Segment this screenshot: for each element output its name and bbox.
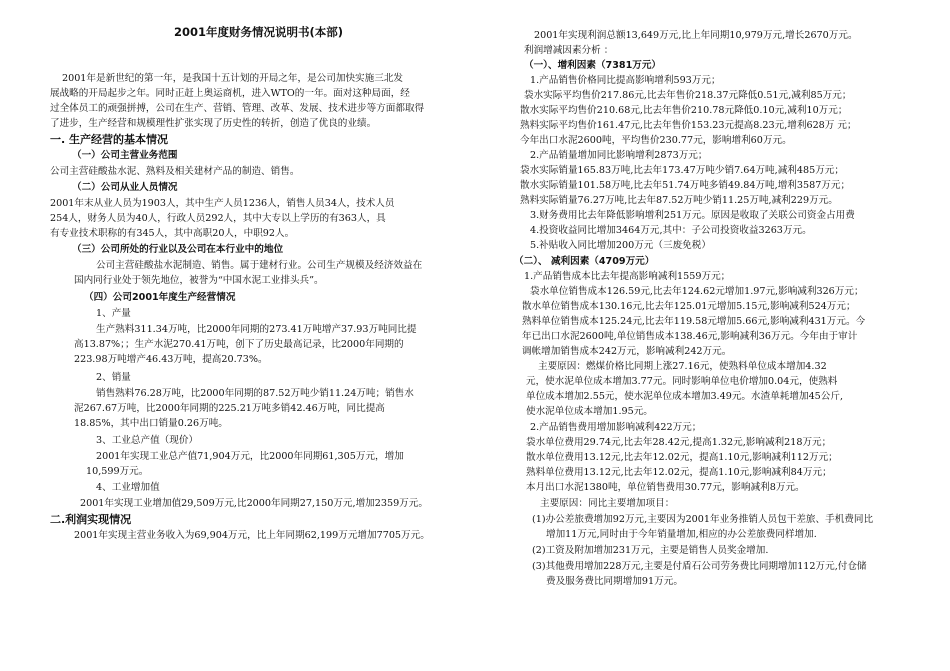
text-line: 今年出口水泥2600吨，平均售价230.77元，影响增利60万元。	[520, 135, 792, 146]
text-line: 4.投资收益同比增加3464万元,其中：子公司投资收益3263万元。	[530, 225, 812, 236]
intro-line: 2001年是新世纪的第一年，是我国十五计划的开局之年，是公司加快实施三北发	[62, 73, 404, 84]
text-line: 散水实际销量101.58万吨,比去年51.74万吨多销49.84万吨,增利3587万元；	[520, 180, 851, 191]
analysis-heading: 利润增减因素分析 ：	[524, 45, 614, 56]
text-line: 年已出口水泥2600吨,单位销售成本138.46元,影响减利36万元。今年由于审计	[522, 331, 858, 342]
text-line: 元，使水泥单位成本增加3.77元。同时影响单位电价增加0.04元，使熟料	[526, 376, 838, 387]
text-line: 5.补贴收入同比增加200万元（三废免税）	[530, 240, 711, 251]
text-line: 袋水单位费用29.74元,比去年28.42元,提高1.32元,影响减利218万元；	[526, 437, 832, 448]
section-2-heading: 二.利润实现情况	[50, 513, 132, 526]
text-line: 使水泥单位成本增加1.95元。	[526, 406, 653, 417]
profit-total-line: 2001年实现利润总额13,649万元,比上年同期10,979万元,增长2670万元。	[534, 30, 858, 41]
text-line: 1.产品销售成本比去年提高影响减利1559万元；	[524, 271, 731, 282]
text-line: 袋水实际销量165.83万吨,比去年173.47万吨少销7.64万吨,减利485万元；	[520, 165, 844, 176]
item-text: 223.98万吨增产46.43万吨，提高20.73%。	[74, 354, 268, 365]
text-line: (3)其他费用增加228万元,主要是付盾石公司劳务费比同期增加112万元,付仓储	[532, 561, 867, 572]
document-title: 2001年度财务情况说明书(本部)	[174, 25, 344, 39]
subsection-1-1-heading: （一）公司主营业务范围	[72, 150, 178, 161]
text-line: 调帐增加销售成本242万元，影响减利242万元。	[522, 346, 732, 357]
subsection-1-2-heading: （二）公司从业人员情况	[72, 182, 178, 193]
subsection-1-1-text: 公司主营硅酸盐水泥、熟料及相关建材产品的制造、销售。	[50, 166, 300, 177]
text-line: 2.产品销量增加同比影响增利2873万元；	[530, 150, 708, 161]
item-text: 2001年实现工业增加值29,509万元,比2000年同期27,150万元,增加2359万元。	[80, 498, 428, 509]
text-line: 熟料单位销售成本125.24元,比去年119.58元增加5.66元,影响减利431万元。今	[522, 316, 866, 327]
increase-factors-heading: （一）、增利因素（7381万元）	[524, 60, 662, 71]
text-line: 熟料单位费用13.12元,比去年12.02元，提高1.10元,影响减利84万元；	[526, 467, 832, 478]
subsection-1-2-text: 有专业技术职称的有345人，其中高职20人，中职92人。	[50, 228, 295, 239]
text-line: 散水单位费用13.12元,比去年12.02元，提高1.10元,影响减利112万元；	[526, 452, 838, 463]
item-heading: 2、销量	[96, 372, 131, 383]
item-text: 生产熟料311.34万吨，比2000年同期的273.41万吨增产37.93万吨同比提	[96, 324, 417, 335]
text-line: 熟料实际销量76.27万吨,比去年87.52万吨少销11.25万吨,减利229万元。	[520, 195, 838, 206]
text-line: 主要原因：同比主要增加项目：	[540, 498, 675, 509]
item-text: 销售熟料76.28万吨，比2000年同期的87.52万吨少销11.24万吨；销售水	[96, 388, 414, 399]
text-line: 袋水实际平均售价217.86元,比去年售价218.37元降低0.51元,减利85万元；	[524, 90, 852, 101]
text-line: 1.产品销售价格同比提高影响增利593万元；	[530, 75, 721, 86]
text-line: 3.财务费用比去年降低影响增利251万元。原因是收取了关联公司资金占用费	[530, 210, 855, 221]
text-line: 本月出口水泥1380吨，单位销售费用30.77元，影响减利8万元。	[526, 482, 805, 493]
subsection-1-3-text: 公司主营硅酸盐水泥制造、销售。属于建材行业。公司生产规模及经济效益在	[96, 260, 423, 271]
text-line: (2)工资及附加增加231万元，主要是销售人员奖金增加.	[532, 545, 769, 556]
item-text: 18.85%，其中出口销量0.26万吨。	[74, 418, 228, 429]
item-heading: 3、工业总产值（现价）	[96, 435, 199, 446]
text-line: 袋水单位销售成本126.59元,比去年124.62元增加1.97元,影响减利326万元；	[530, 286, 864, 297]
text-line: 费及服务费比同期增加91万元。	[546, 576, 683, 587]
intro-line: 了进步，生产经营和规模理性扩张实现了历史性的转折，创造了优良的业绩。	[50, 118, 377, 129]
text-line: 熟料实际平均售价161.47元,比去年售价153.23元提高8.23元,增利628万 元；	[520, 120, 857, 131]
subsection-1-3-text: 国内同行业处于领先地位，被誉为“中国水泥工业排头兵”。	[74, 275, 324, 286]
text-line: 散水实际平均售价210.68元,比去年售价210.78元降低0.10元,减利10万元；	[520, 105, 848, 116]
intro-line: 过全体员工的顽强拼搏，公司在生产、营销、管理、改革、发展、技术进步等方面都取得	[50, 103, 425, 114]
text-line: 增加11万元,同时由于今年销量增加,相应的办公差旅费同样增加.	[546, 529, 817, 540]
text-line: (1)办公差旅费增加92万元,主要因为2001年业务推销人员包干差旅、手机费同比	[532, 514, 874, 525]
item-text: 2001年实现工业总产值71,904万元，比2000年同期61,305万元，增加	[96, 451, 404, 462]
item-text: 泥267.67万吨，比2000年同期的225.21万吨多销42.46万吨，同比提高	[74, 403, 385, 414]
item-heading: 1、产量	[96, 308, 131, 319]
decrease-factors-heading: （二）、 减利因素（4709万元）	[514, 256, 655, 267]
text-line: 主要原因：燃煤价格比同期上涨27.16元，使熟料单位成本增加4.32	[538, 361, 827, 372]
item-text: 10,599万元。	[86, 466, 149, 477]
item-text: 高13.87%；；生产水泥270.41万吨，创下了历史最高记录，比2000年同期的	[74, 339, 404, 350]
text-line: 单位成本增加2.55元，使水泥单位成本增加3.49元。水渣单耗增加45公斤,	[526, 391, 844, 402]
text-line: 散水单位销售成本130.16元,比去年125.01元增加5.15元,影响减利524万元；	[522, 301, 856, 312]
subsection-1-2-text: 2001年末从业人员为1903人，其中生产人员1236人，销售人员34人，技术人员	[50, 198, 395, 209]
item-heading: 4、工业增加值	[96, 482, 160, 493]
intro-line: 展战略的开局起步之年。同时正赶上奥运商机，进入WTO的一年。面对这种局面，经	[50, 88, 410, 99]
section-2-text: 2001年实现主营业务收入为69,904万元，比上年同期62,199万元增加7705万元。	[74, 530, 430, 541]
subsection-1-2-text: 254人，财务人员为40人，行政人员292人，其中大专以上学历的有363人，具	[50, 213, 386, 224]
text-line: 2.产品销售费用增加影响减利422万元；	[530, 422, 702, 433]
subsection-1-4-heading: （四）公司2001年度生产经营情况	[84, 292, 236, 303]
subsection-1-3-heading: （三）公司所处的行业以及公司在本行业中的地位	[72, 244, 284, 255]
section-1-heading: 一. 生产经营的基本情况	[50, 133, 169, 146]
